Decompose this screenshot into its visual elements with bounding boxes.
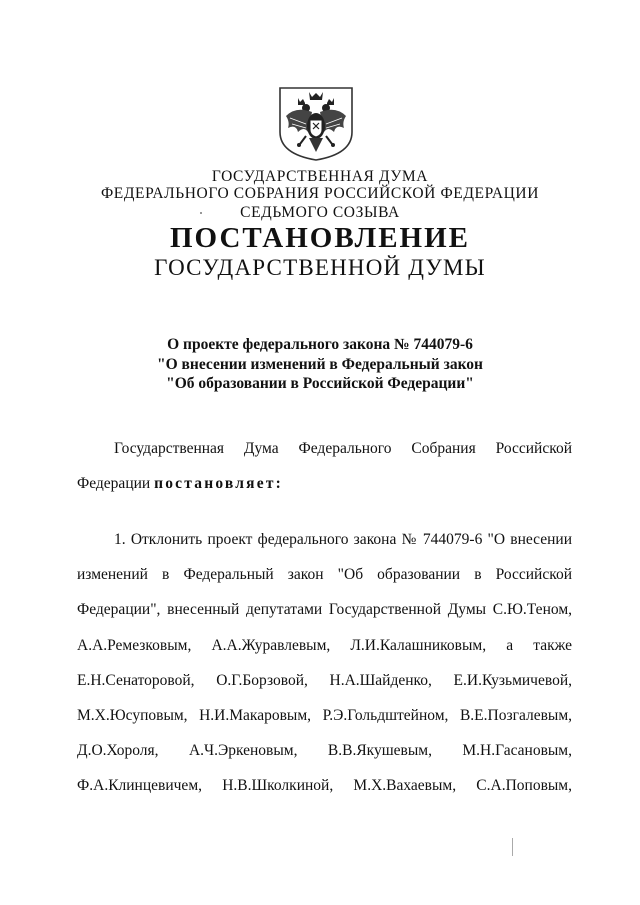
document-subtitle: ГОСУДАРСТВЕННОЙ ДУМЫ (154, 255, 486, 280)
scan-mark (512, 838, 513, 856)
header-line-1: ГОСУДАРСТВЕННАЯ ДУМА (211, 168, 429, 185)
preamble-line-2 (77, 474, 572, 494)
item1-line: Е.Н.Сенаторовой, О.Г.Борзовой, Н.А.Шайденко, Е.И.Кузьмичевой, (77, 672, 572, 689)
subject-line-1: О проекте федерального закона № 744079-6 (167, 336, 473, 353)
item1-line: М.Х.Юсуповым, Н.И.Макаровым, Р.Э.Гольдштейном, В.Е.Позгалевым, (77, 707, 572, 724)
document-title: ПОСТАНОВЛЕНИЕ (169, 222, 470, 254)
preamble-text: Федерации (77, 475, 155, 492)
russian-coat-of-arms-icon (276, 82, 356, 162)
subject-line-2: "О внесении изменений в Федеральный закон (157, 356, 483, 373)
preamble-line-1: Государственная Дума Федерального Собрания Российской (114, 440, 572, 457)
item1-line: изменений в Федеральный закон "Об образовании в Российской (77, 566, 572, 583)
subject-line-3: "Об образовании в Российской Федерации" (166, 375, 474, 392)
item1-line: Федерации", внесенный депутатами Государственной Думы С.Ю.Теном, (77, 601, 572, 618)
item1-line: Д.О.Хороля, А.Ч.Эркеновым, В.В.Якушевым, М.Н.Гасановым, (77, 742, 572, 759)
header-line-3: СЕДЬМОГО СОЗЫВА (240, 204, 400, 221)
item1-line: 1. Отклонить проект федерального закона № 744079-6 "О внесении (114, 531, 572, 548)
item1-line: Ф.А.Клинцевичем, Н.В.Школкиной, М.Х.Вахаевым, С.А.Поповым, (77, 777, 572, 794)
scan-mark (200, 212, 202, 214)
header-line-2: ФЕДЕРАЛЬНОГО СОБРАНИЯ РОССИЙСКОЙ ФЕДЕРАЦИИ (100, 185, 540, 202)
resolution-verb: постановляет: (154, 475, 283, 492)
item1-line: А.А.Ремезковым, А.А.Журавлевым, Л.И.Калашниковым, а также (77, 637, 572, 654)
